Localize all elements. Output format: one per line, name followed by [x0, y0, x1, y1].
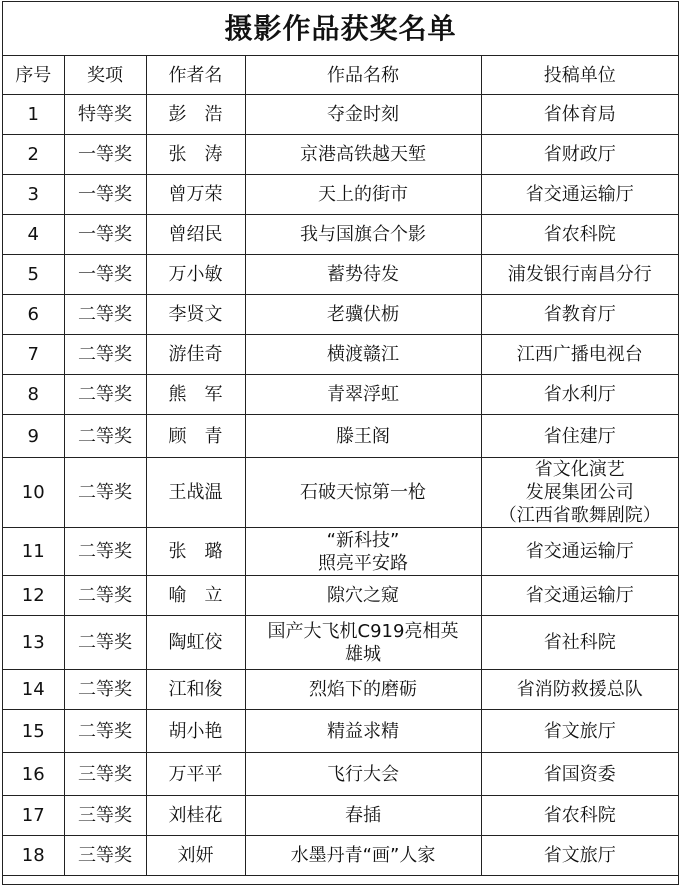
cell-index: 5: [3, 255, 64, 295]
cell-author: 游佳奇: [146, 335, 245, 375]
cell-award: 二等奖: [64, 458, 146, 528]
cell-work-title: 精益求精: [245, 710, 481, 753]
cell-author: 陶虹佼: [146, 616, 245, 670]
table-row: [3, 710, 678, 753]
cell-author: 李贤文: [146, 295, 245, 335]
cell-work-title: 春插: [245, 796, 481, 836]
cell-work-title: 京港高铁越天堑: [245, 135, 481, 175]
cell-award: 一等奖: [64, 175, 146, 215]
cell-award: 二等奖: [64, 576, 146, 616]
table-row: [3, 753, 678, 796]
cell-author: 张 璐: [146, 528, 245, 576]
cell-index: 16: [3, 753, 64, 796]
cell-index: 9: [3, 415, 64, 458]
cell-work-title: 水墨丹青“画”人家: [245, 836, 481, 876]
cell-work-title: 滕王阁: [245, 415, 481, 458]
cell-award: 二等奖: [64, 335, 146, 375]
cell-author: 张 涛: [146, 135, 245, 175]
cell-unit: 省体育局: [481, 95, 678, 135]
cell-work-title: 隙穴之窥: [245, 576, 481, 616]
cell-author: 万小敏: [146, 255, 245, 295]
header-work-title: 作品名称: [245, 56, 481, 95]
table-row: [3, 95, 678, 135]
table-row: [3, 135, 678, 175]
cell-work-title: 我与国旗合个影: [245, 215, 481, 255]
cell-award: 三等奖: [64, 836, 146, 876]
table-row: [3, 670, 678, 710]
cell-unit: 江西广播电视台: [481, 335, 678, 375]
cell-award: 一等奖: [64, 215, 146, 255]
cell-award: 三等奖: [64, 796, 146, 836]
cell-award: 一等奖: [64, 255, 146, 295]
cell-index: 1: [3, 95, 64, 135]
cell-author: 万平平: [146, 753, 245, 796]
cell-unit: 浦发银行南昌分行: [481, 255, 678, 295]
cell-work-title: 老骥伏枥: [245, 295, 481, 335]
cell-unit: 省交通运输厅: [481, 175, 678, 215]
table-row: [3, 255, 678, 295]
cell-index: 4: [3, 215, 64, 255]
cell-award: 二等奖: [64, 528, 146, 576]
award-table: [3, 56, 678, 876]
header-unit: 投稿单位: [481, 56, 678, 95]
cell-index: 10: [3, 458, 64, 528]
table-row: [3, 836, 678, 876]
cell-unit: 省教育厅: [481, 295, 678, 335]
cell-award: 二等奖: [64, 415, 146, 458]
cell-author: 曾万荣: [146, 175, 245, 215]
table-row: [3, 295, 678, 335]
cell-award: 二等奖: [64, 295, 146, 335]
table-row: [3, 616, 678, 670]
cell-index: 12: [3, 576, 64, 616]
cell-unit: 省文旅厅: [481, 710, 678, 753]
table-row: [3, 175, 678, 215]
cell-unit: 省消防救援总队: [481, 670, 678, 710]
cell-unit: 省住建厅: [481, 415, 678, 458]
cell-author: 刘桂花: [146, 796, 245, 836]
cell-author: 刘妍: [146, 836, 245, 876]
cell-work-title: 烈焰下的磨砺: [245, 670, 481, 710]
cell-award: 二等奖: [64, 710, 146, 753]
cell-index: 17: [3, 796, 64, 836]
cell-unit: 省交通运输厅: [481, 576, 678, 616]
cell-unit: 省文化演艺 发展集团公司 （江西省歌舞剧院）: [481, 458, 678, 528]
cell-unit: 省农科院: [481, 796, 678, 836]
cell-author: 江和俊: [146, 670, 245, 710]
cell-work-title: 蓄势待发: [245, 255, 481, 295]
cell-index: 13: [3, 616, 64, 670]
cell-award: 一等奖: [64, 135, 146, 175]
cell-author: 王战温: [146, 458, 245, 528]
table-row: [3, 215, 678, 255]
cell-unit: 省交通运输厅: [481, 528, 678, 576]
cell-unit: 省农科院: [481, 215, 678, 255]
cell-index: 11: [3, 528, 64, 576]
sheet-title: 摄影作品获奖名单: [3, 2, 678, 56]
table-row: [3, 335, 678, 375]
cell-work-title: 青翠浮虹: [245, 375, 481, 415]
cell-author: 喻 立: [146, 576, 245, 616]
cell-index: 6: [3, 295, 64, 335]
cell-unit: 省水利厅: [481, 375, 678, 415]
header-index: 序号: [3, 56, 64, 95]
cell-unit: 省文旅厅: [481, 836, 678, 876]
cell-work-title: 横渡赣江: [245, 335, 481, 375]
cell-index: 14: [3, 670, 64, 710]
cell-author: 曾绍民: [146, 215, 245, 255]
cell-author: 熊 军: [146, 375, 245, 415]
cell-work-title: 国产大飞机C919亮相英 雄城: [245, 616, 481, 670]
header-author: 作者名: [146, 56, 245, 95]
table-row: [3, 528, 678, 576]
table-row: [3, 415, 678, 458]
cell-award: 三等奖: [64, 753, 146, 796]
cell-index: 15: [3, 710, 64, 753]
table-row: [3, 576, 678, 616]
table-row: [3, 796, 678, 836]
cell-index: 18: [3, 836, 64, 876]
cell-author: 彭 浩: [146, 95, 245, 135]
award-list-sheet: [2, 1, 679, 885]
cell-award: 二等奖: [64, 616, 146, 670]
cell-work-title: 石破天惊第一枪: [245, 458, 481, 528]
cell-unit: 省社科院: [481, 616, 678, 670]
cell-work-title: 天上的街市: [245, 175, 481, 215]
cell-unit: 省财政厅: [481, 135, 678, 175]
header-award: 奖项: [64, 56, 146, 95]
table-row: [3, 375, 678, 415]
cell-index: 7: [3, 335, 64, 375]
table-row: [3, 458, 678, 528]
cell-award: 二等奖: [64, 670, 146, 710]
cell-index: 8: [3, 375, 64, 415]
cell-work-title: 飞行大会: [245, 753, 481, 796]
cell-work-title: 夺金时刻: [245, 95, 481, 135]
cell-index: 2: [3, 135, 64, 175]
cell-unit: 省国资委: [481, 753, 678, 796]
cell-award: 二等奖: [64, 375, 146, 415]
cell-index: 3: [3, 175, 64, 215]
header-row: [3, 56, 678, 95]
cell-author: 胡小艳: [146, 710, 245, 753]
cell-award: 特等奖: [64, 95, 146, 135]
cell-author: 顾 青: [146, 415, 245, 458]
cell-work-title: “新科技” 照亮平安路: [245, 528, 481, 576]
